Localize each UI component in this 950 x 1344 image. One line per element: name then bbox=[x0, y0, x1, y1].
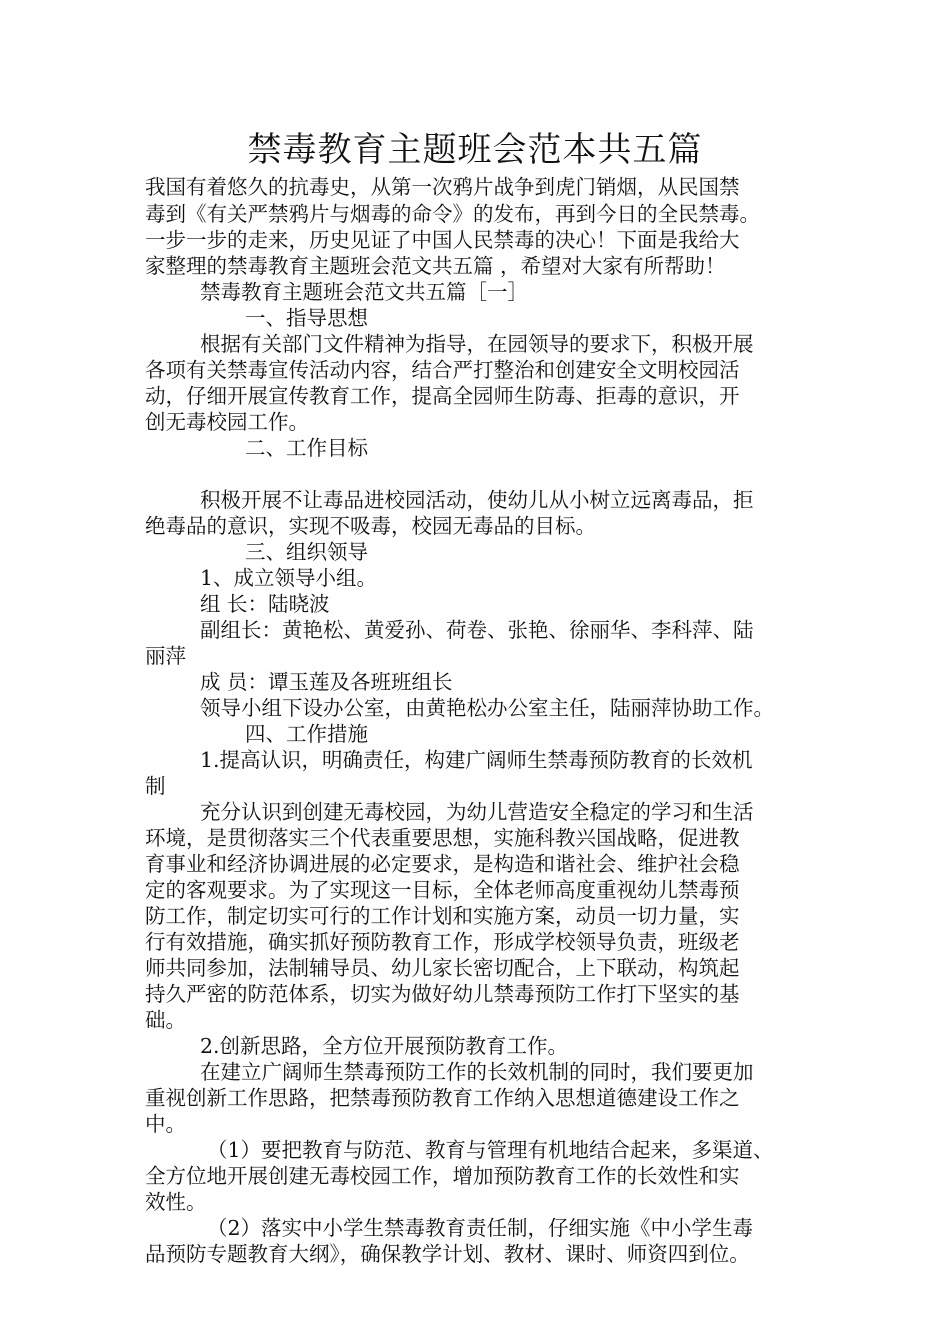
paragraph-line: 在建立广阔师生禁毒预防工作的长效机制的同时，我们要更加 bbox=[200, 1060, 754, 1084]
intro-line-2: 毒到《有关严禁鸦片与烟毒的命令》的发布，再到今日的全民禁毒。 bbox=[145, 202, 760, 226]
paragraph-line: 丽萍 bbox=[145, 644, 186, 668]
paragraph-line: 1.提高认识，明确责任，构建广阔师生禁毒预防教育的长效机 bbox=[200, 748, 753, 772]
paragraph-line: 全方位地开展创建无毒校园工作，增加预防教育工作的长效性和实 bbox=[145, 1164, 740, 1188]
intro-line-4: 家整理的禁毒教育主题班会范文共五篇 ，希望对大家有所帮助！ bbox=[145, 254, 726, 278]
paragraph-line: 领导小组下设办公室，由黄艳松办公室主任，陆丽萍协助工作。 bbox=[200, 696, 774, 720]
paragraph-line: 组 长：陆晓波 bbox=[200, 592, 330, 616]
paragraph-line: 成 员：谭玉莲及各班班组长 bbox=[200, 670, 453, 694]
heading-organization: 三、组织领导 bbox=[245, 540, 368, 564]
paragraph-line: 副组长：黄艳松、黄爱孙、荷卷、张艳、徐丽华、李科萍、陆 bbox=[200, 618, 754, 642]
paragraph-line: （1）要把教育与防范、教育与管理有机地结合起来，多渠道、 bbox=[207, 1138, 774, 1162]
paragraph-line: 充分认识到创建无毒校园，为幼儿营造安全稳定的学习和生活 bbox=[200, 800, 754, 824]
section-title: 禁毒教育主题班会范文共五篇［一］ bbox=[200, 280, 528, 304]
paragraph-line: 育事业和经济协调进展的必定要求，是构造和谐社会、维护社会稳 bbox=[145, 852, 740, 876]
paragraph-line: 积极开展不让毒品进校园活动，使幼儿从小树立远离毒品，拒 bbox=[200, 488, 754, 512]
paragraph-line: 品预防专题教育大纲》，确保教学计划、教材、课时、师资四到位。 bbox=[145, 1242, 750, 1266]
heading-guiding-thought: 一、指导思想 bbox=[245, 306, 368, 330]
paragraph-line: 各项有关禁毒宣传活动内容，结合严打整治和创建安全文明校园活 bbox=[145, 358, 740, 382]
paragraph-line: 制 bbox=[145, 774, 166, 798]
paragraph-line: 师共同参加，法制辅导员、幼儿家长密切配合，上下联动，构筑起 bbox=[145, 956, 740, 980]
paragraph-line: 重视创新工作思路，把禁毒预防教育工作纳入思想道德建设工作之 bbox=[145, 1086, 740, 1110]
heading-work-measures: 四、工作措施 bbox=[245, 722, 368, 746]
paragraph-line: 效性。 bbox=[145, 1190, 207, 1214]
paragraph-line: 1、成立领导小组。 bbox=[200, 566, 378, 590]
paragraph-line: （2）落实中小学生禁毒教育责任制，仔细实施《中小学生毒 bbox=[207, 1216, 754, 1240]
paragraph-line: 2.创新思路，全方位开展预防教育工作。 bbox=[200, 1034, 569, 1058]
paragraph-line: 绝毒品的意识，实现不吸毒，校园无毒品的目标。 bbox=[145, 514, 596, 538]
intro-line-1: 我国有着悠久的抗毒史，从第一次鸦片战争到虎门销烟，从民国禁 bbox=[145, 175, 740, 199]
heading-work-goal: 二、工作目标 bbox=[245, 436, 368, 460]
paragraph-line: 持久严密的防范体系，切实为做好幼儿禁毒预防工作打下坚实的基 bbox=[145, 982, 740, 1006]
paragraph-line: 防工作，制定切实可行的工作计划和实施方案，动员一切力量，实 bbox=[145, 904, 740, 928]
paragraph-line: 创无毒校园工作。 bbox=[145, 410, 309, 434]
paragraph-line: 中。 bbox=[145, 1112, 186, 1136]
intro-line-3: 一步一步的走来，历史见证了中国人民禁毒的决心！下面是我给大 bbox=[145, 228, 740, 252]
paragraph-line: 动，仔细开展宣传教育工作，提高全园师生防毒、拒毒的意识，开 bbox=[145, 384, 740, 408]
document-title: 禁毒教育主题班会范本共五篇 bbox=[247, 130, 703, 170]
paragraph-line: 行有效措施，确实抓好预防教育工作，形成学校领导负责，班级老 bbox=[145, 930, 740, 954]
paragraph-line: 环境，是贯彻落实三个代表重要思想，实施科教兴国战略，促进教 bbox=[145, 826, 740, 850]
paragraph-line: 定的客观要求。为了实现这一目标，全体老师高度重视幼儿禁毒预 bbox=[145, 878, 740, 902]
paragraph-line: 础。 bbox=[145, 1008, 186, 1032]
paragraph-line: 根据有关部门文件精神为指导，在园领导的要求下，积极开展 bbox=[200, 332, 754, 356]
